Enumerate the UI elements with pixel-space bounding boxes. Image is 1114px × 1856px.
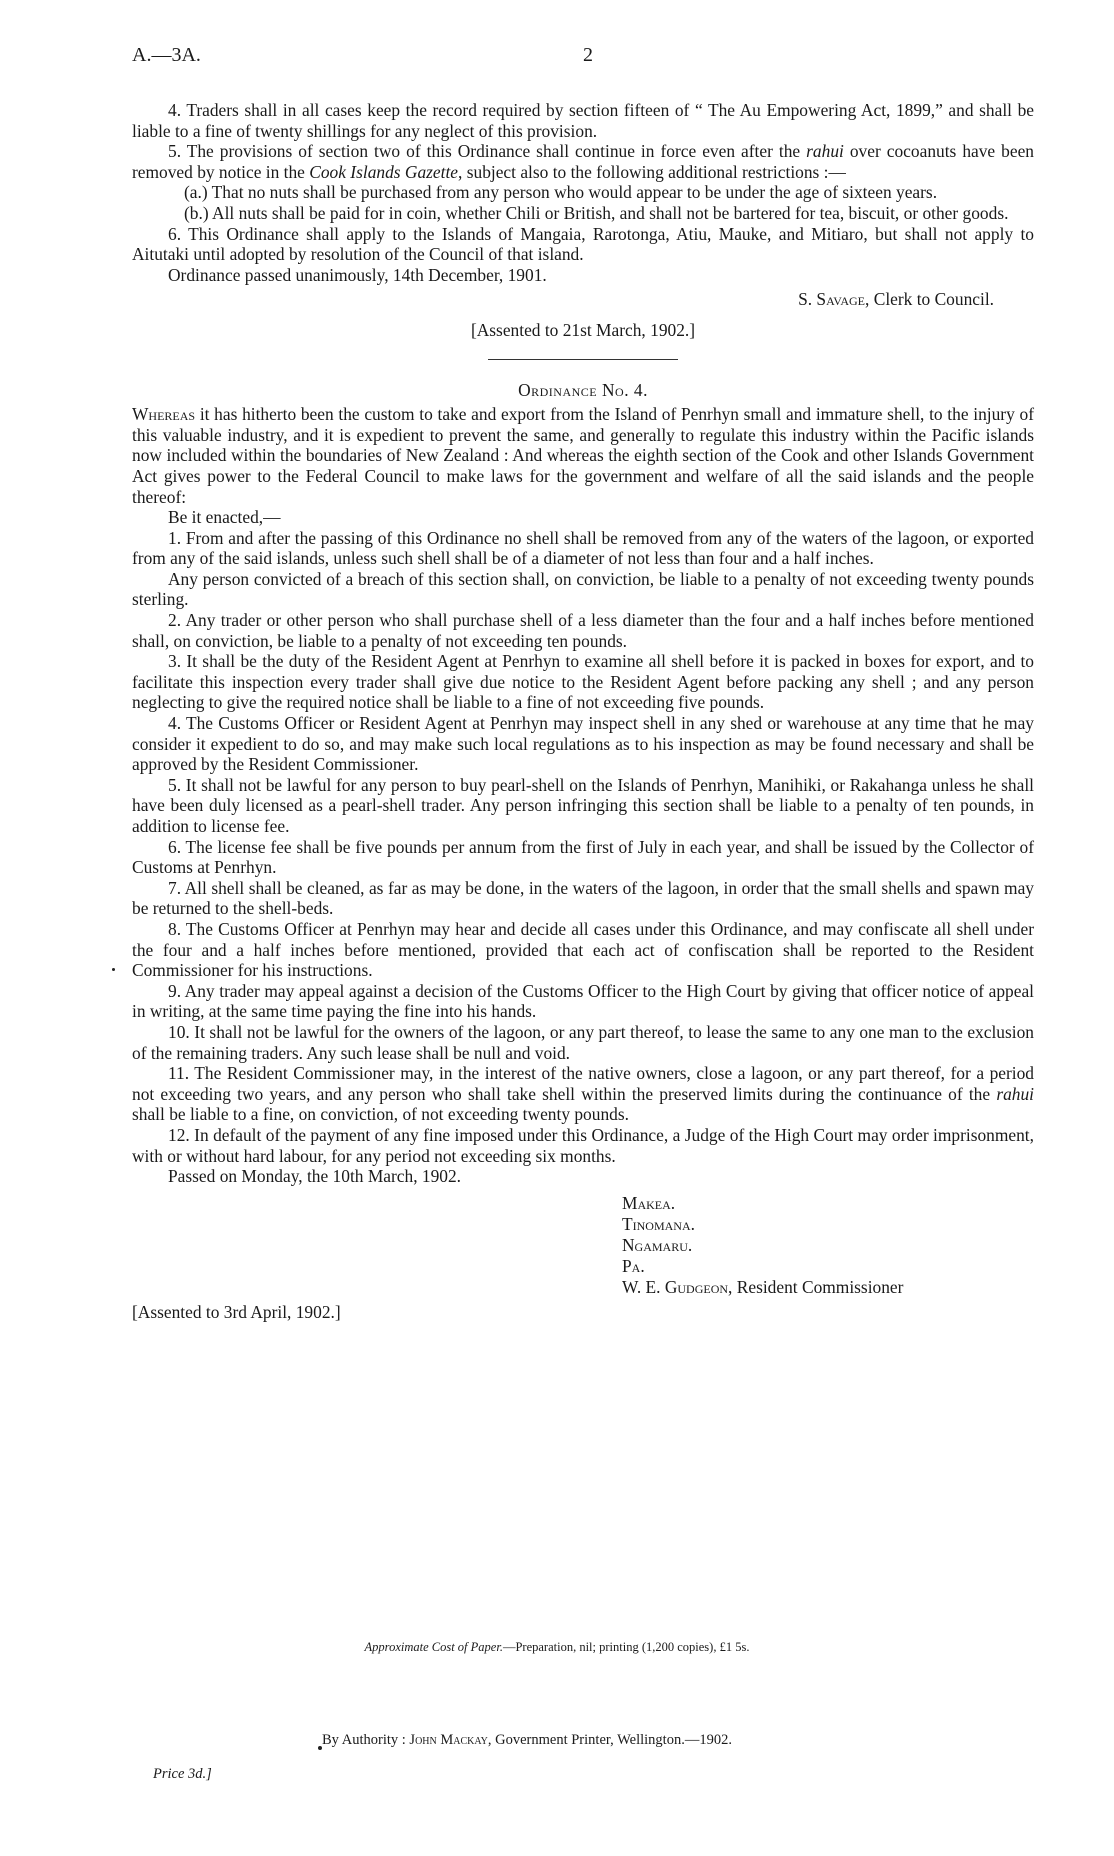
paper-reference: A.—3A.	[132, 44, 201, 66]
clerk-name: S. Savage,	[798, 289, 870, 310]
assent-notice-2: [Assented to 3rd April, 1902.]	[132, 1301, 341, 1322]
section-4-traders-record: 4. Traders shall in all cases keep the record required by section fifteen of “ The Au Empowering Act, 1899,” and shall be liable to a fine of twenty shillings for any neglect of this provision.	[132, 100, 1034, 141]
ordinance-4-title: Ordinance No. 4.	[518, 379, 648, 400]
whereas-word: Whereas	[132, 404, 196, 425]
clause-4: 4. The Customs Officer or Resident Agent at Penrhyn may inspect shell in any shed or warehouse at any time that he may consider it expedient to do so, and may make such local regulations as to his inspection as may be found necessary and shall be approved by the Resident Commissioner.	[132, 713, 1034, 775]
preamble-text: it has hitherto been the custom to take and export from the Island of Penrhyn small and immature shell, to the injury of this valuable industry, and it is expedient to prevent the same, and generally to regulate this industry within the Pacific islands now included within the boundaries of New Zealand : And whereas the eighth section of the Cook and other Islands Government Act gives power to the Federal Council to make laws for the government and welfare of all the said islands and the people thereof:	[132, 404, 1034, 507]
cost-of-paper-note	[0, 1640, 1114, 1655]
passed-date-1902: Passed on Monday, the 10th March, 1902.	[168, 1166, 462, 1187]
section-5-text-c: , subject also to the following additional restrictions :—	[458, 161, 846, 182]
signatories-block	[622, 1193, 1034, 1298]
clerk-title: Clerk to Council.	[873, 289, 994, 310]
signatory-makea: Makea.	[622, 1192, 676, 1213]
printer-suffix: Government Printer, Wellington.—1902.	[495, 1732, 732, 1748]
printer-imprint	[322, 1732, 732, 1749]
restriction-b: (b.) All nuts shall be paid for in coin, whether Chili or British, and shall not be bartered for tea, biscuit, or other goods.	[184, 202, 1009, 223]
assent-notice-1: [Assented to 21st March, 1902.]	[470, 319, 696, 340]
commissioner-signature	[622, 1277, 1034, 1298]
section-5-text-b: over cocoanuts have been removed by notice in the	[132, 141, 1034, 182]
stray-mark	[318, 1746, 322, 1750]
document-body	[132, 100, 1034, 1322]
ordinance-4-preamble	[132, 404, 1034, 507]
page-header	[132, 44, 1032, 74]
clause-11-text-b: shall be liable to a fine, on conviction, of not exceeding twenty pounds.	[132, 1104, 629, 1125]
stray-mark	[112, 968, 115, 971]
signatory-ngamaru: Ngamaru.	[622, 1234, 693, 1255]
cost-label: Approximate Cost of Paper.	[364, 1640, 503, 1654]
clerk-signature	[132, 289, 1034, 310]
clause-5: 5. It shall not be lawful for any person to buy pearl-shell on the Islands of Penrhyn, Manihiki, or Rakahanga unless he shall have been duly licensed as a pearl-shell trader. Any person infringing this section shall be liable to a penalty of ten pounds, in addition to license fee.	[132, 774, 1034, 836]
clause-6: 6. The license fee shall be five pounds per annum from the first of July in each year, and shall be issued by the Collector of Customs at Penrhyn.	[132, 836, 1034, 878]
rahui-term: rahui	[806, 141, 844, 162]
signatory-tinomana: Tinomana.	[622, 1213, 695, 1234]
price-note: Price 3d.]	[153, 1766, 212, 1782]
section-5-restrictions	[132, 141, 1034, 182]
commissioner-title: Resident Commissioner	[736, 1276, 904, 1297]
printer-prefix: By Authority :	[322, 1732, 406, 1748]
clause-3: 3. It shall be the duty of the Resident Agent at Penrhyn to examine all shell before it is packed in boxes for export, and to facilitate this inspection every trader shall give due notice to the Resident Agent before packing any shell ; and any person neglecting to give the required notice shall be liable to a fine of not exceeding five pounds.	[132, 651, 1034, 713]
clause-9: 9. Any trader may appeal against a decision of the Customs Officer to the High Court by giving that officer notice of appeal in writing, at the same time paying the fine into his hands.	[132, 980, 1034, 1022]
clause-7: 7. All shell shall be cleaned, as far as may be done, in the waters of the lagoon, in order that the small shells and spawn may be returned to the shell-beds.	[132, 877, 1034, 919]
rahui-term-2: rahui	[996, 1083, 1034, 1104]
signatory-pa: Pa.	[622, 1255, 645, 1276]
clause-1-penalty: Any person convicted of a breach of this section shall, on conviction, be liable to a penalty of not exceeding twenty pounds sterling.	[132, 568, 1034, 610]
gazette-title: Cook Islands Gazette	[309, 161, 459, 182]
clause-11	[132, 1063, 1034, 1125]
clause-11-text-a: 11. The Resident Commissioner may, in the interest of the native owners, close a lagoon, or any part thereof, for a period not exceeding two years, and any person who shall take shell within the preserved limits during the continuance of the	[132, 1063, 1034, 1104]
passed-date-1901: Ordinance passed unanimously, 14th December, 1901.	[168, 264, 547, 285]
section-6-application: 6. This Ordinance shall apply to the Islands of Mangaia, Rarotonga, Atiu, Mauke, and Mitiaro, but shall not apply to Aitutaki until adopted by resolution of the Council of that island.	[132, 223, 1034, 265]
commissioner-name: W. E. Gudgeon,	[622, 1276, 733, 1297]
clause-12: 12. In default of the payment of any fine imposed under this Ordinance, a Judge of the High Court may order imprisonment, with or without hard labour, for any period not exceeding six months.	[132, 1124, 1034, 1166]
restriction-a: (a.) That no nuts shall be purchased from any person who would appear to be under the age of sixteen years.	[184, 182, 938, 203]
clause-10: 10. It shall not be lawful for the owners of the lagoon, or any part thereof, to lease the same to any one man to the exclusion of the remaining traders. Any such lease shall be null and void.	[132, 1021, 1034, 1063]
page-number: 2	[583, 44, 593, 66]
clause-2: 2. Any trader or other person who shall purchase shell of a less diameter than the four and a half inches before mentioned shall, on conviction, be liable to a penalty of not exceeding ten pounds.	[132, 610, 1034, 651]
cost-text: —Preparation, nil; printing (1,200 copies), £1 5s.	[502, 1640, 750, 1654]
section-divider	[488, 359, 678, 360]
printer-name: John Mackay,	[409, 1732, 492, 1748]
enacting-clause: Be it enacted,—	[168, 507, 281, 528]
section-5-text-a: 5. The provisions of section two of this Ordinance shall continue in force even after the	[168, 141, 801, 162]
clause-8: 8. The Customs Officer at Penrhyn may hear and decide all cases under this Ordinance, and may confiscate all shell under the four and a half inches before mentioned, provided that each act of confiscation shall be reported to the Resident Commissioner for his instructions.	[132, 918, 1034, 981]
clause-1: 1. From and after the passing of this Ordinance no shell shall be removed from any of the waters of the lagoon, or exported from any of the said islands, unless such shell shall be of a diameter of not less than four and a half inches.	[132, 527, 1034, 569]
